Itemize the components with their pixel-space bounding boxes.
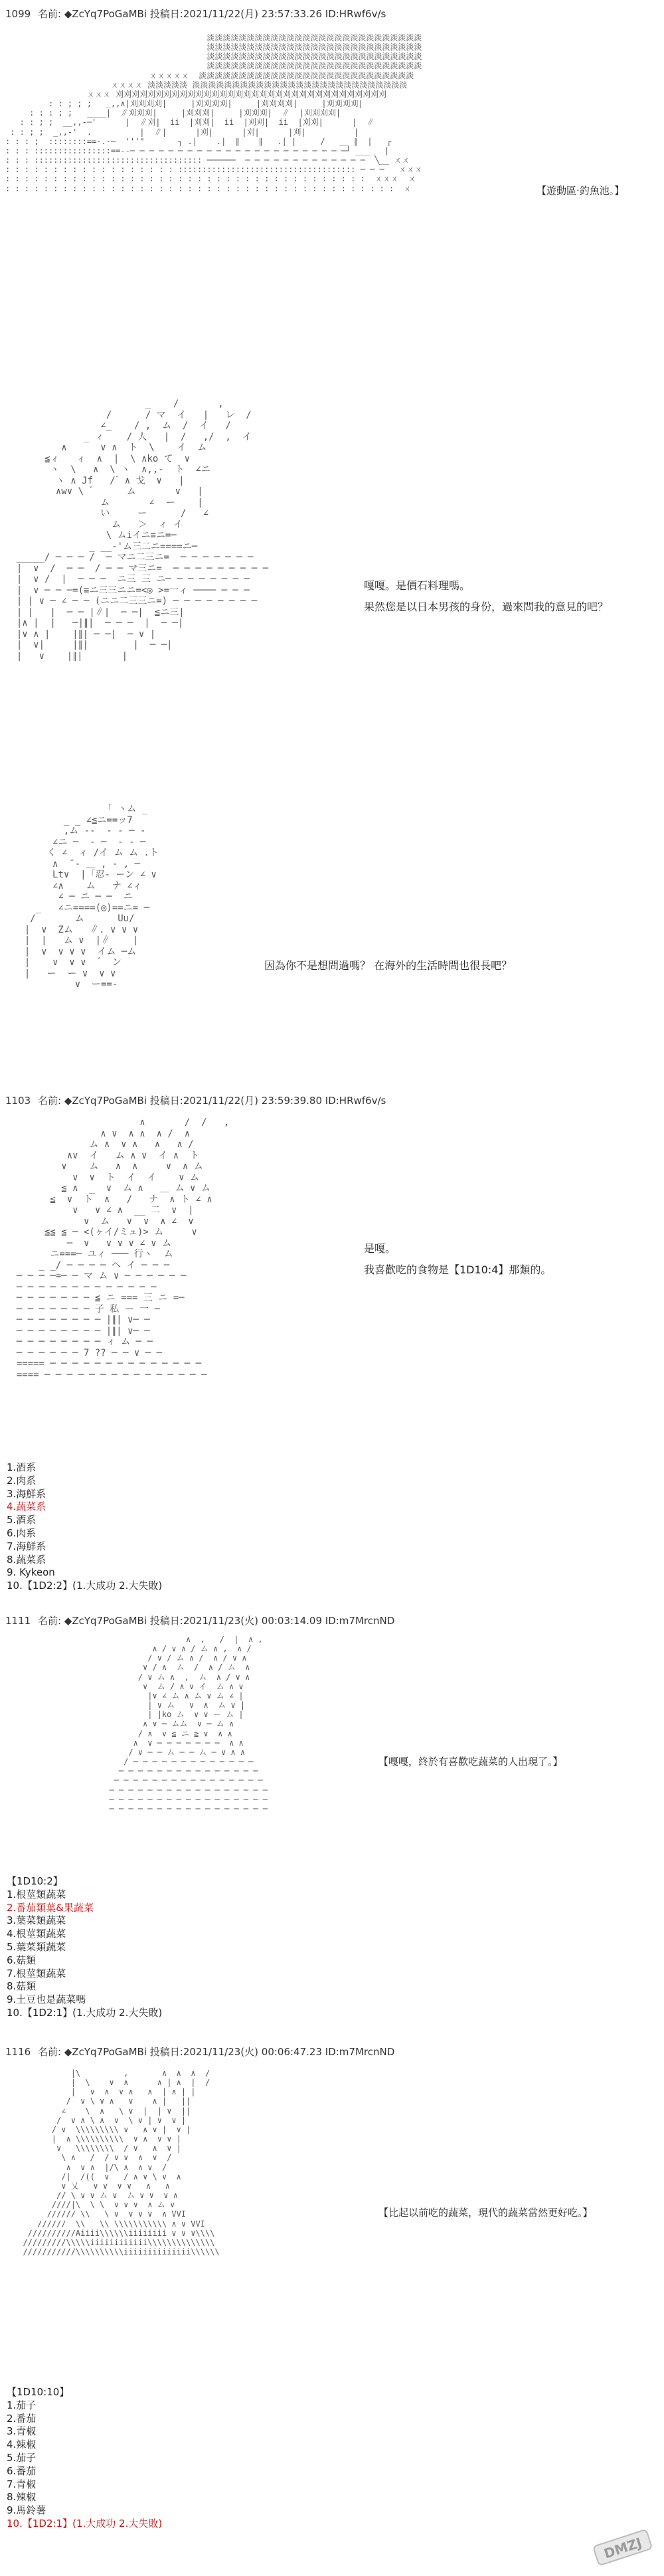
- list-item: 3.海鮮系: [7, 1487, 46, 1500]
- post-date: 投稿日:2021/11/22(月) 23:57:33.26 ID:HRwf6v/s: [149, 8, 386, 20]
- speech-bubble-line-2: 果然您是以日本男孩的身份，過來問我的意見的吧？: [364, 600, 609, 613]
- list-item: 5.葉菜類蔬菜: [7, 1940, 66, 1953]
- list-item: 8.辣椒: [7, 2491, 37, 2504]
- list-item: 1.酒系: [7, 1461, 37, 1473]
- post-number: 1099: [5, 8, 31, 20]
- speech-bubble-line-3: 因為你不是想問過嗎？ 在海外的生活時間也很長吧？: [264, 959, 513, 972]
- trip-code: ◆ZcYq7PoGaMBi: [64, 1615, 147, 1627]
- poster-name: 名前:: [37, 1615, 62, 1627]
- list-item: 4.辣椒: [7, 2438, 37, 2451]
- list-item-selected: 2.番茄類葉&果蔬菜: [7, 1901, 94, 1914]
- list-item: 1.根莖類蔬菜: [7, 1888, 66, 1900]
- list-item: 2.肉系: [7, 1474, 37, 1487]
- dice-option-list: [7, 1875, 162, 2020]
- list-item: 7.青椒: [7, 2478, 37, 2490]
- dmzj-watermark-logo: [591, 2527, 655, 2569]
- list-item: 10.【1D2:1】(1.大成功 2.大失敗): [7, 2006, 163, 2019]
- list-item: 9. Kykeon: [7, 1566, 55, 1579]
- post-1116: [0, 2041, 664, 2576]
- post-header: [5, 7, 386, 21]
- post-number: 1116: [5, 2046, 31, 2058]
- list-item: 6.菇類: [7, 1954, 37, 1966]
- list-item: 6.肉系: [7, 1526, 37, 1539]
- list-item: 【1D10:10】: [7, 2386, 70, 2398]
- list-item: 9.土豆也是蔬菜嗎: [7, 1993, 86, 2006]
- list-item: 1.茄子: [7, 2399, 37, 2411]
- list-item-selected: 4.蔬菜系: [7, 1501, 46, 1513]
- list-item: 3.葉菜類蔬菜: [7, 1914, 66, 1927]
- list-item: 8.菇類: [7, 1980, 37, 1993]
- ascii-art-character-smile: ∧ , / | ∧ , ∧ / ∨ ∧ / ム ∧ , ∧ / / ∨ / ム ∧ / ∧ / ∨ ∧ ∨ / ∧ ム / ∧ / ム ∧ / ∨ ム ∧ , ム ∧ / ∨ ∧ ∨ ム / ∧ ∨ イ ム ∧ ∨ |∨ ∠ ム ∧ ム ∨ ム ∠ | | ∨ ム ∨ ∧ ム ∨ | | |ko ム ∨ ∨ ー ム | ∧ ∨ ─ ムム ∨ ─ ム ∧ / ∧ ∨ ≦ ニ ≧ ∨ ∧ ∧ ∧ ∨ ─ ─ ─ ─ ─ ─ ─ ∧ ∧ / ∨ ─ ─ ム ─ ─ ム ─ ∨ ∧ ∧ / ─ ─ ─ ─ ─ ─ ─ ─ ─ ─ ─ ─ ─ ─ ─ ─ ─ ─ ─ ─ ─ ─ ─ ─ ─ ─ ─ ─ ─ ─ ─ ─ ─ ─ ─ ─ ─ ─ ─ ─ ─ ─ ─ ─ ─ ─ ─ ─ ─ ─ ─ ─ ─ ─ ─ ─ ─ ─ ─ ─ ─ ─ ─ ─ ─ ─ ─ ─ ─ ─ ─ ─ ─ ─ ─ ─ ─ ─ ─ ─ ─ ─ ─ ─ ─ ─ ─ ─ ─ ─ ─ ─ ─ ─ ─: [109, 1635, 268, 1813]
- post-date: 投稿日:2021/11/23(火) 00:06:47.23 ID:m7MrcnND: [149, 2046, 395, 2058]
- ascii-art-character-face: 「 ヽム _ _ _ ∠≦ニ==ッ7 ,ム ‐‐ ‐ ‐ ─ ‐ ∠ニ ─ ‐ ─ ‐ ‐ ─ く ∠ ィ /イ ム ム .ト ∧ ̄ ‐ ＿ , ‐ , ─ Lt∨ |「忍‐ ーン ∠ ∨ ∠∧ ム ナ ∠ィ ∠ ─ ニ ─ ─ ニ _ ∠ニ====(◎)==ニ= ─ / ム U∪/ | ∨ Zム ∥. ∨ ∨ ∨ | | ム ∨ |∥ | | ∨ ∨ ∨ ∨ イム ─ム | ∨ ∨ ∨ ゛ ン | ー ー ∨ ∨ ∨ ∨ ー==‐: [24, 804, 159, 990]
- speech-bubble-line-1: 【比起以前吃的蔬菜，現代的蔬菜當然更好吃。】: [378, 2207, 593, 2219]
- post-header: [5, 1093, 386, 1107]
- trip-code: ◆ZcYq7PoGaMBi: [64, 2046, 147, 2058]
- list-item-selected: 10.【1D2:1】(1.大成功 2.大失敗): [7, 2517, 163, 2530]
- post-header: [5, 1613, 394, 1627]
- speech-bubble-line-1: 是嘎。: [364, 1242, 396, 1255]
- post-1099: [0, 0, 664, 1089]
- post-date: 投稿日:2021/11/23(火) 00:03:14.09 ID:m7MrcnND: [149, 1615, 395, 1627]
- list-item: 7.海鮮系: [7, 1540, 46, 1552]
- post-number: 1103: [5, 1095, 31, 1107]
- list-item: 9.馬鈴薯: [7, 2504, 46, 2517]
- post-1103: [0, 1089, 664, 1608]
- poster-name: 名前:: [37, 2046, 62, 2058]
- list-item: 5.酒系: [7, 1514, 37, 1526]
- list-item: 【1D10:2】: [7, 1875, 63, 1887]
- list-item: 2.番茄: [7, 2412, 37, 2425]
- speech-bubble-line-1: 【嘎嘎，終於有喜歡吃蔬菜的人出現了。】: [378, 1756, 563, 1768]
- trip-code: ◆ZcYq7PoGaMBi: [64, 8, 147, 20]
- dice-option-list: [7, 2386, 162, 2531]
- dice-option-list: [7, 1461, 162, 1593]
- ascii-art-fishing-pond: 淡淡淡淡淡淡淡淡淡淡淡淡淡淡淡淡淡淡淡淡淡淡淡淡淡淡淡 淡淡淡淡淡淡淡淡淡淡淡淡淡淡淡淡淡淡淡淡淡淡淡淡淡淡淡 淡淡淡淡淡淡淡淡淡淡淡淡淡淡淡淡淡淡淡淡淡淡淡淡淡淡淡 淡淡淡淡淡淡淡淡淡淡淡淡淡淡淡淡淡淡淡淡淡淡淡淡淡淡淡 ㄨㄨㄨㄨㄨ 淡淡淡淡淡淡淡淡淡淡淡淡淡淡淡淡淡淡淡淡淡淡淡淡淡淡淡 ㄨㄨㄨㄨ 淡淡淡淡淡 淡淡淡淡淡淡淡淡淡淡淡淡淡淡淡淡淡淡淡淡淡淡淡淡淡淡淡 ㄨㄨㄨ 刈刈刈刈刈刈刈刈刈刈刈刈刈刈刈刈刈刈刈刈刈刈刈刈刈刈刈刈刈刈刈刈刈刈 : : ; ; ; _,,∧|刈刈刈刈| |刈刈刈刈| |刈刈刈刈| |刈刈刈刈| : : : ; ; ____| ∥刈刈刈| |刈刈刈| |刈刈刈| ∥ |刈刈刈刈| : : ; ; __,,-─' | ∥刈| ii |刈刈| ii |刈刈| ii |刈刈| | ∥ : : ; ; _,,-' . | ∥| |刈| |刈| |刈| | : : : ; ::::::::==-.-─ '''" ┐ .| .| ∥ ∥ .| | / __ ∥ | ┌ : : : ::::::::::::::::==--─ ─ ─ ─ ─ ─ ─ ─ ─ ─ ─ ─ ─ ─ ─ ─ ─ ─ ─ ─ ─ ─ ─┘ ___ | : : : ::::::::::::::::::::::::::::::::::: ────── ─ ─ ─ ─ ─ ─ ─ ─ ─ ─ ─ ─ ─ ╲__ ㄨㄨ : : : : : : : : : : : : : : : : : : ::::::::::::::::::::::::::::::::::::: ─ ─ ─ ㄨㄨㄨ : : : : : : : : : : : : : : : : : : : : : : : : : : : : : : : : : : : : : : ㄨㄨㄨ ㄨ : : : : : : : : : : : : : : : : : : : : : : : : : : : : : : : : : : : : : : : : : ㄨ: [5, 33, 423, 193]
- post-date: 投稿日:2021/11/22(月) 23:59:39.80 ID:HRwf6v/s: [149, 1095, 386, 1107]
- ascii-art-character-standing: _ / , / / マ イ | レ / ∠_ / , ム / イ / _ ィ / 人 | / ,/ , イ ∧ ∨ ∧ ト \ イ ム ≦ィ ィ ∧ | \ ∧ko て ∨ ヽ \ ∧ \ ヽ ∧,,- ト ∠ニ ヽ ∧ Jf /゛∧ 戈 ∨ | ∧w∨ \ ゛ ム ∨ | ム ∠ ー | い ー / ∠ ム ＞ ィ イ \ ムiイニ≡ニ=─ _ __-'ム三二ニ====ニ─ _____/ ─ ─ ─ / ─ マニ二三ニ= ─ ─ ─ ─ ─ ─ ─ | ∨ / ─ ─ / ─ ─ マ三ニ= ─ ─ ─ ─ ─ ─ ─ ─ ─ | ∨ / | ─ ─ ─ ニ三 三 ニ─ ─ ─ ─ ─ ─ ─ ─ | ∨ ─ ─ ─=(≡ニ三三ニニ=<◎ >=一ィ ──── ─ ─ ─ | | ∨ ─ ∠ ─ ─ (ニニ二三三ニ=) ─ ─ ─ ─ ─ ─ ─ ─ | | | ─ ─ |∥| ─ ─| ≦ニ三| |∧ | | ─|∥| ─ ─ ─ | ─ ─| |∨ ∧ | |∥| ─ ─| ─ ∨ | | ∨| |∥| | ─ ─| | ∨ |∥| |: [16, 399, 269, 662]
- logo-text: DMZJ: [602, 2534, 644, 2562]
- post-1111: [0, 1611, 664, 2039]
- list-item: 5.茄子: [7, 2451, 37, 2464]
- speech-bubble-location: 【遊動區·釣魚池。】: [537, 185, 625, 197]
- list-item: 10.【1D2:2】(1.大成功 2.大失敗): [7, 1580, 163, 1592]
- trip-code: ◆ZcYq7PoGaMBi: [64, 1095, 147, 1107]
- list-item: 3.青椒: [7, 2425, 37, 2438]
- speech-bubble-line-1: 嘎嘎。是價石料理嗎。: [364, 579, 471, 592]
- post-number: 1111: [5, 1615, 31, 1627]
- poster-name: 名前:: [37, 1095, 62, 1107]
- ascii-art-character-lean: |\ , ∧ ∧ ∧ / | \ ∨ ∧ ∧ | ∧ | / | ∨ ∧ ∨ ∧ ∧ | ∧ | | / ∨ \ ∨ ∧ ∨ ∧ | || ∠ \ ∧ \ ∨ | | ∨ || / ∨ ∧ \ ∧ ∨ \ ∨ | ∨ ∨ | / ∨ \\\\\\\\\ ∨ ∧ ∨ | ∨ | | ∧ \\\\\\\\\\ ∨ ∧ ∨ ∨ | ∨ \\\\\\\\ / ∨ ∧ ∨ | \ ∧ / / ∨ ∨ ∧ ∨ / ∧ ∨ ∧ |/\ ∧ ∧ ∨ / /| /(( ∨ / ∧ ∨ \ ∨ ∧ ∨ 乂 ∨ ∨ ∨ ∨ ∧ ∧ // \ ∨ ∨ ム ∨ ム ∨ ∨ ∨ ∧ ////|\ \ \ ∨ ∨ ∨ ∧ ム ∨ ////// \\ \ ∨ ∨ ∨ ∨ ∧ VVI ////// \\ \\ \\\\\\\\\\\ ∧ ∨ VVI //////////Aiiii\\\\\\iiiiiiii ∨ ∨ ∨\\\\ /////////\\\\\iiiiiiiiiiii\\\\\\\\\\\\\\ ///////////\\\\\\\\\\iiiiiiiiiiiiii\\\\\\: [23, 2069, 220, 2256]
- post-header: [5, 2045, 394, 2059]
- list-item: 4.根莖類蔬菜: [7, 1928, 66, 1940]
- poster-name: 名前:: [37, 8, 62, 20]
- list-item: 6.番茄: [7, 2464, 37, 2477]
- speech-bubble-line-2: 我喜歡吃的食物是【1D10:4】那類的。: [364, 1263, 552, 1276]
- list-item: 8.蔬菜系: [7, 1553, 46, 1566]
- ascii-art-character-torso: ∧ / / , ∧ ∨ ∧ ∧ ∧ / ∧ ム ∧ ∨ ∧ ∧ ∧ / ∧∨ イ ム ∧ ∨ イ ∧ ト ∨ ム ∧ ∧ ∨ ∧ ム ∨ ∨ ト イ イ ∨ ム ≦ ∧ _ ∨ ム ∧ ＿ ム ∨ ム ≦ ∨ ト ∧ / ナ ∧ ト ∠ ∧ ∨ ∨ ∠ ∧ __ 二 ∨ | ∨ ム ∨ ∨ ∧ ∠ ∨ ≦≦ ≦ ─ <(ヶイ/ミュ)> ム ∨ ─ ∨ ∨ ∨ ∨ ∠ ∨ ム ニ===─ ユィ ─── 行ヽ ム _ _/ ─ ─ ─ ─ ヘ イ ─ ─ ─ ─ ─ ─ ─=─ ─ マ ム ∨ ─ ─ ─ ─ ─ ─ ─ ─ ─ ─ ─ ─ ─ ─ ─ ─ ─ ─ ─ ─ ─ ─ ─ ─ ─ ─ ≦ ニ === 三 ニ =─ ─ ─ ─ ─ ─ ─ ─ 子 私 ー 一 ─ ─ ─ ─ ─ ─ ─ ─ ─ |∥| ∨─ ─ ─ ─ ─ ─ ─ ─ ─ ─ |∥| ∨─ ─ ─ ─ ─ ─ ─ ─ ─ ─ ィ ム ─ ─ ─ ─ ─ ─ ─ ─ 7 ?? ─ ─ ∨ ─ ─ ===== ─ ─ ─ ─ ─ ─ ─ ─ ─ ─ ─ ─ ─ ─ ==== ─ ─ ─ ─ ─ ─ ─ ─ ─ ─ ─ ─ ─ ─ ─: [16, 1117, 230, 1380]
- list-item: 7.根莖類蔬菜: [7, 1967, 66, 1979]
